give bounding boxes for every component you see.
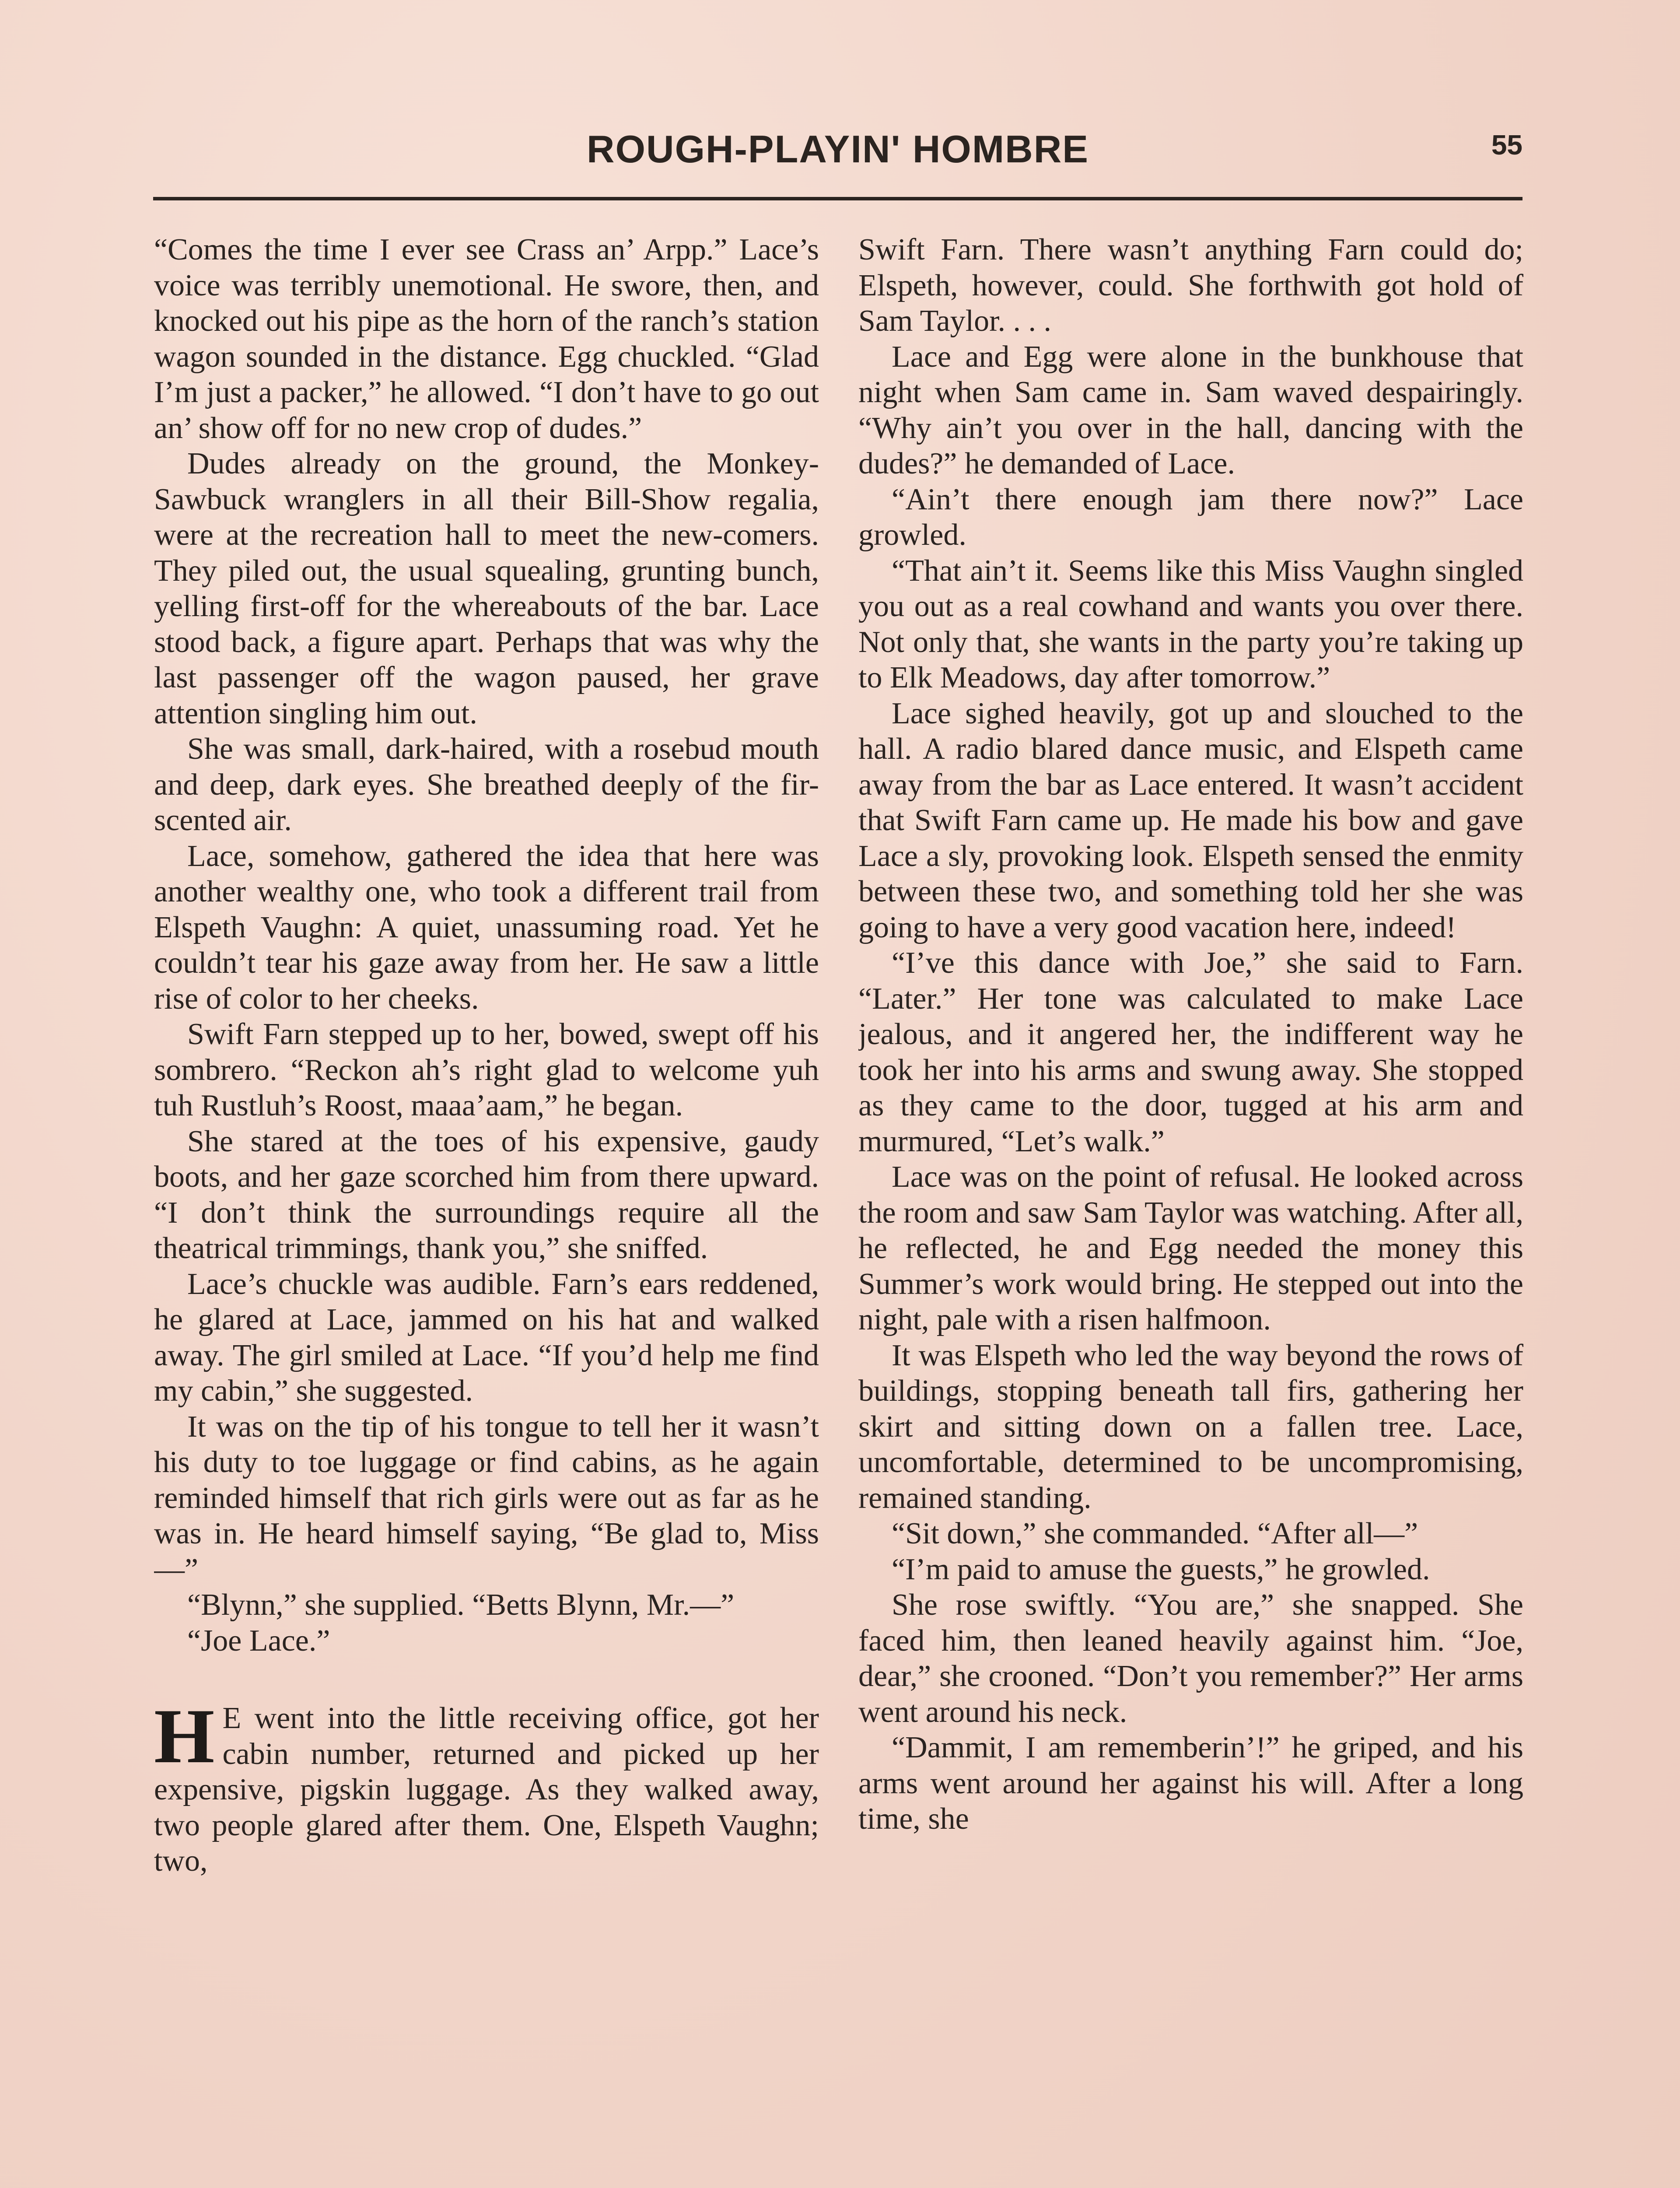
paragraph: Lace and Egg were alone in the bunkhouse that night when Sam came in. Sam waved despairingly. “Why ain’t you over in the hall, dancing with the dudes?” he demanded of Lace. bbox=[858, 340, 1523, 480]
paragraph: “Joe Lace.” bbox=[187, 1623, 330, 1658]
paragraph: Lace’s chuckle was audible. Farn’s ears reddened, he glared at Lace, jammed on his hat and walked away. The girl smiled at Lace. “If you’d help me find my cabin,” she suggested. bbox=[154, 1267, 819, 1408]
drop-cap: H bbox=[154, 1693, 215, 1779]
paragraph: Swift Farn stepped up to her, bowed, swept off his sombrero. “Reckon ah’s right glad to welcome yuh tuh Rustluh’s Roost, maaa’aam,” he began. bbox=[154, 1017, 819, 1122]
header-rule bbox=[153, 197, 1522, 200]
running-title: ROUGH-PLAYIN' HOMBRE bbox=[587, 127, 1089, 171]
dropcap-paragraph bbox=[154, 1693, 819, 1879]
paragraph: Lace, somehow, gathered the idea that here was another wealthy one, who took a different trail from Elspeth Vaughn: A quiet, unassuming road. Yet he couldn’t tear his gaze away from her. He saw a little rise of color to her cheeks. bbox=[154, 839, 819, 1016]
dropcap-text: E went into the little receiving office, got her cabin number, returned and picked up her expensive, pigskin luggage. As they walked away, two people glared after them. One, Elspeth Vaughn; two, bbox=[154, 1701, 819, 1878]
paragraph: It was Elspeth who led the way beyond the rows of buildings, stopping beneath tall firs, gathering her skirt and sitting down on a fallen tree. Lace, uncomfortable, determined to be uncompromising, remained standing. bbox=[858, 1338, 1523, 1515]
right-column bbox=[858, 232, 1523, 2188]
paragraph: Dudes already on the ground, the Monkey-Sawbuck wranglers in all their Bill-Show regalia, were at the recreation hall to meet the new-comers. They piled out, the usual squealing, grunting bunch, yelling first-off for the whereabouts of the bar. Lace stood back, a figure apart. Perhaps that was why the last passenger off the wagon paused, her grave attention singling him out. bbox=[154, 447, 819, 730]
paragraph: She was small, dark-haired, with a rosebud mouth and deep, dark eyes. She breathed deeply of the fir-scented air. bbox=[154, 732, 819, 837]
paragraph: “Dammit, I am rememberin’!” he griped, and his arms went around her against his will. After a long time, she bbox=[858, 1731, 1523, 1836]
paragraph: Lace was on the point of refusal. He looked across the room and saw Sam Taylor was watching. After all, he reflected, he and Egg needed the money this Summer’s work would bring. He stepped out into the night, pale with a risen halfmoon. bbox=[858, 1160, 1523, 1336]
paragraph: “Comes the time I ever see Crass an’ Arpp.” Lace’s voice was terribly unemotional. He swore, then, and knocked out his pipe as the horn of the ranch’s station wagon sounded in the distance. Egg chuckled. “Glad I’m just a packer,” he allowed. “I don’t have to go out an’ show off for no new crop of dudes.” bbox=[154, 233, 819, 445]
paragraph: She rose swiftly. “You are,” she snapped. She faced him, then leaned heavily against him. “Joe, dear,” she crooned. “Don’t you remember?” Her arms went around his neck. bbox=[858, 1588, 1523, 1729]
paragraph: “Blynn,” she supplied. “Betts Blynn, Mr.—” bbox=[187, 1588, 735, 1622]
paragraph: “I’m paid to amuse the guests,” he growled. bbox=[892, 1552, 1430, 1586]
paragraph: She stared at the toes of his expensive, gaudy boots, and her gaze scorched him from there upward. “I don’t think the surroundings require all the theatrical trimmings, thank you,” she sniffed. bbox=[154, 1124, 819, 1265]
paragraph: Swift Farn. There wasn’t anything Farn could do; Elspeth, however, could. She forthwith got hold of Sam Taylor. . . . bbox=[858, 233, 1523, 338]
page-number: 55 bbox=[1491, 129, 1522, 161]
left-column bbox=[154, 232, 819, 2188]
paragraph: “That ain’t it. Seems like this Miss Vaughn singled you out as a real cowhand and wants you over there. Not only that, she wants in the party you’re taking up to Elk Meadows, day after tomorrow.” bbox=[858, 554, 1523, 694]
paragraph: “I’ve this dance with Joe,” she said to Farn. “Later.” Her tone was calculated to make Lace jealous, and it angered her, the indifferent way he took her into his arms and swung away. She stopped as they came to the door, tugged at his arm and murmured, “Let’s walk.” bbox=[858, 946, 1523, 1158]
paragraph: “Ain’t there enough jam there now?” Lace growled. bbox=[858, 482, 1523, 552]
paragraph: “Sit down,” she commanded. “After all—” bbox=[892, 1517, 1418, 1550]
page-header bbox=[153, 127, 1522, 193]
paragraph: Lace sighed heavily, got up and slouched to the hall. A radio blared dance music, and Elspeth came away from the bar as Lace entered. It wasn’t accident that Swift Farn came up. He made his bow and gave Lace a sly, provoking look. Elspeth sensed the enmity between these two, and something told her she was going to have a very good vacation here, indeed! bbox=[858, 696, 1523, 944]
paragraph: It was on the tip of his tongue to tell her it wasn’t his duty to toe luggage or find cabins, as he again reminded himself that rich girls were out as far as he was in. He heard himself saying, “Be glad to, Miss—” bbox=[154, 1410, 819, 1586]
